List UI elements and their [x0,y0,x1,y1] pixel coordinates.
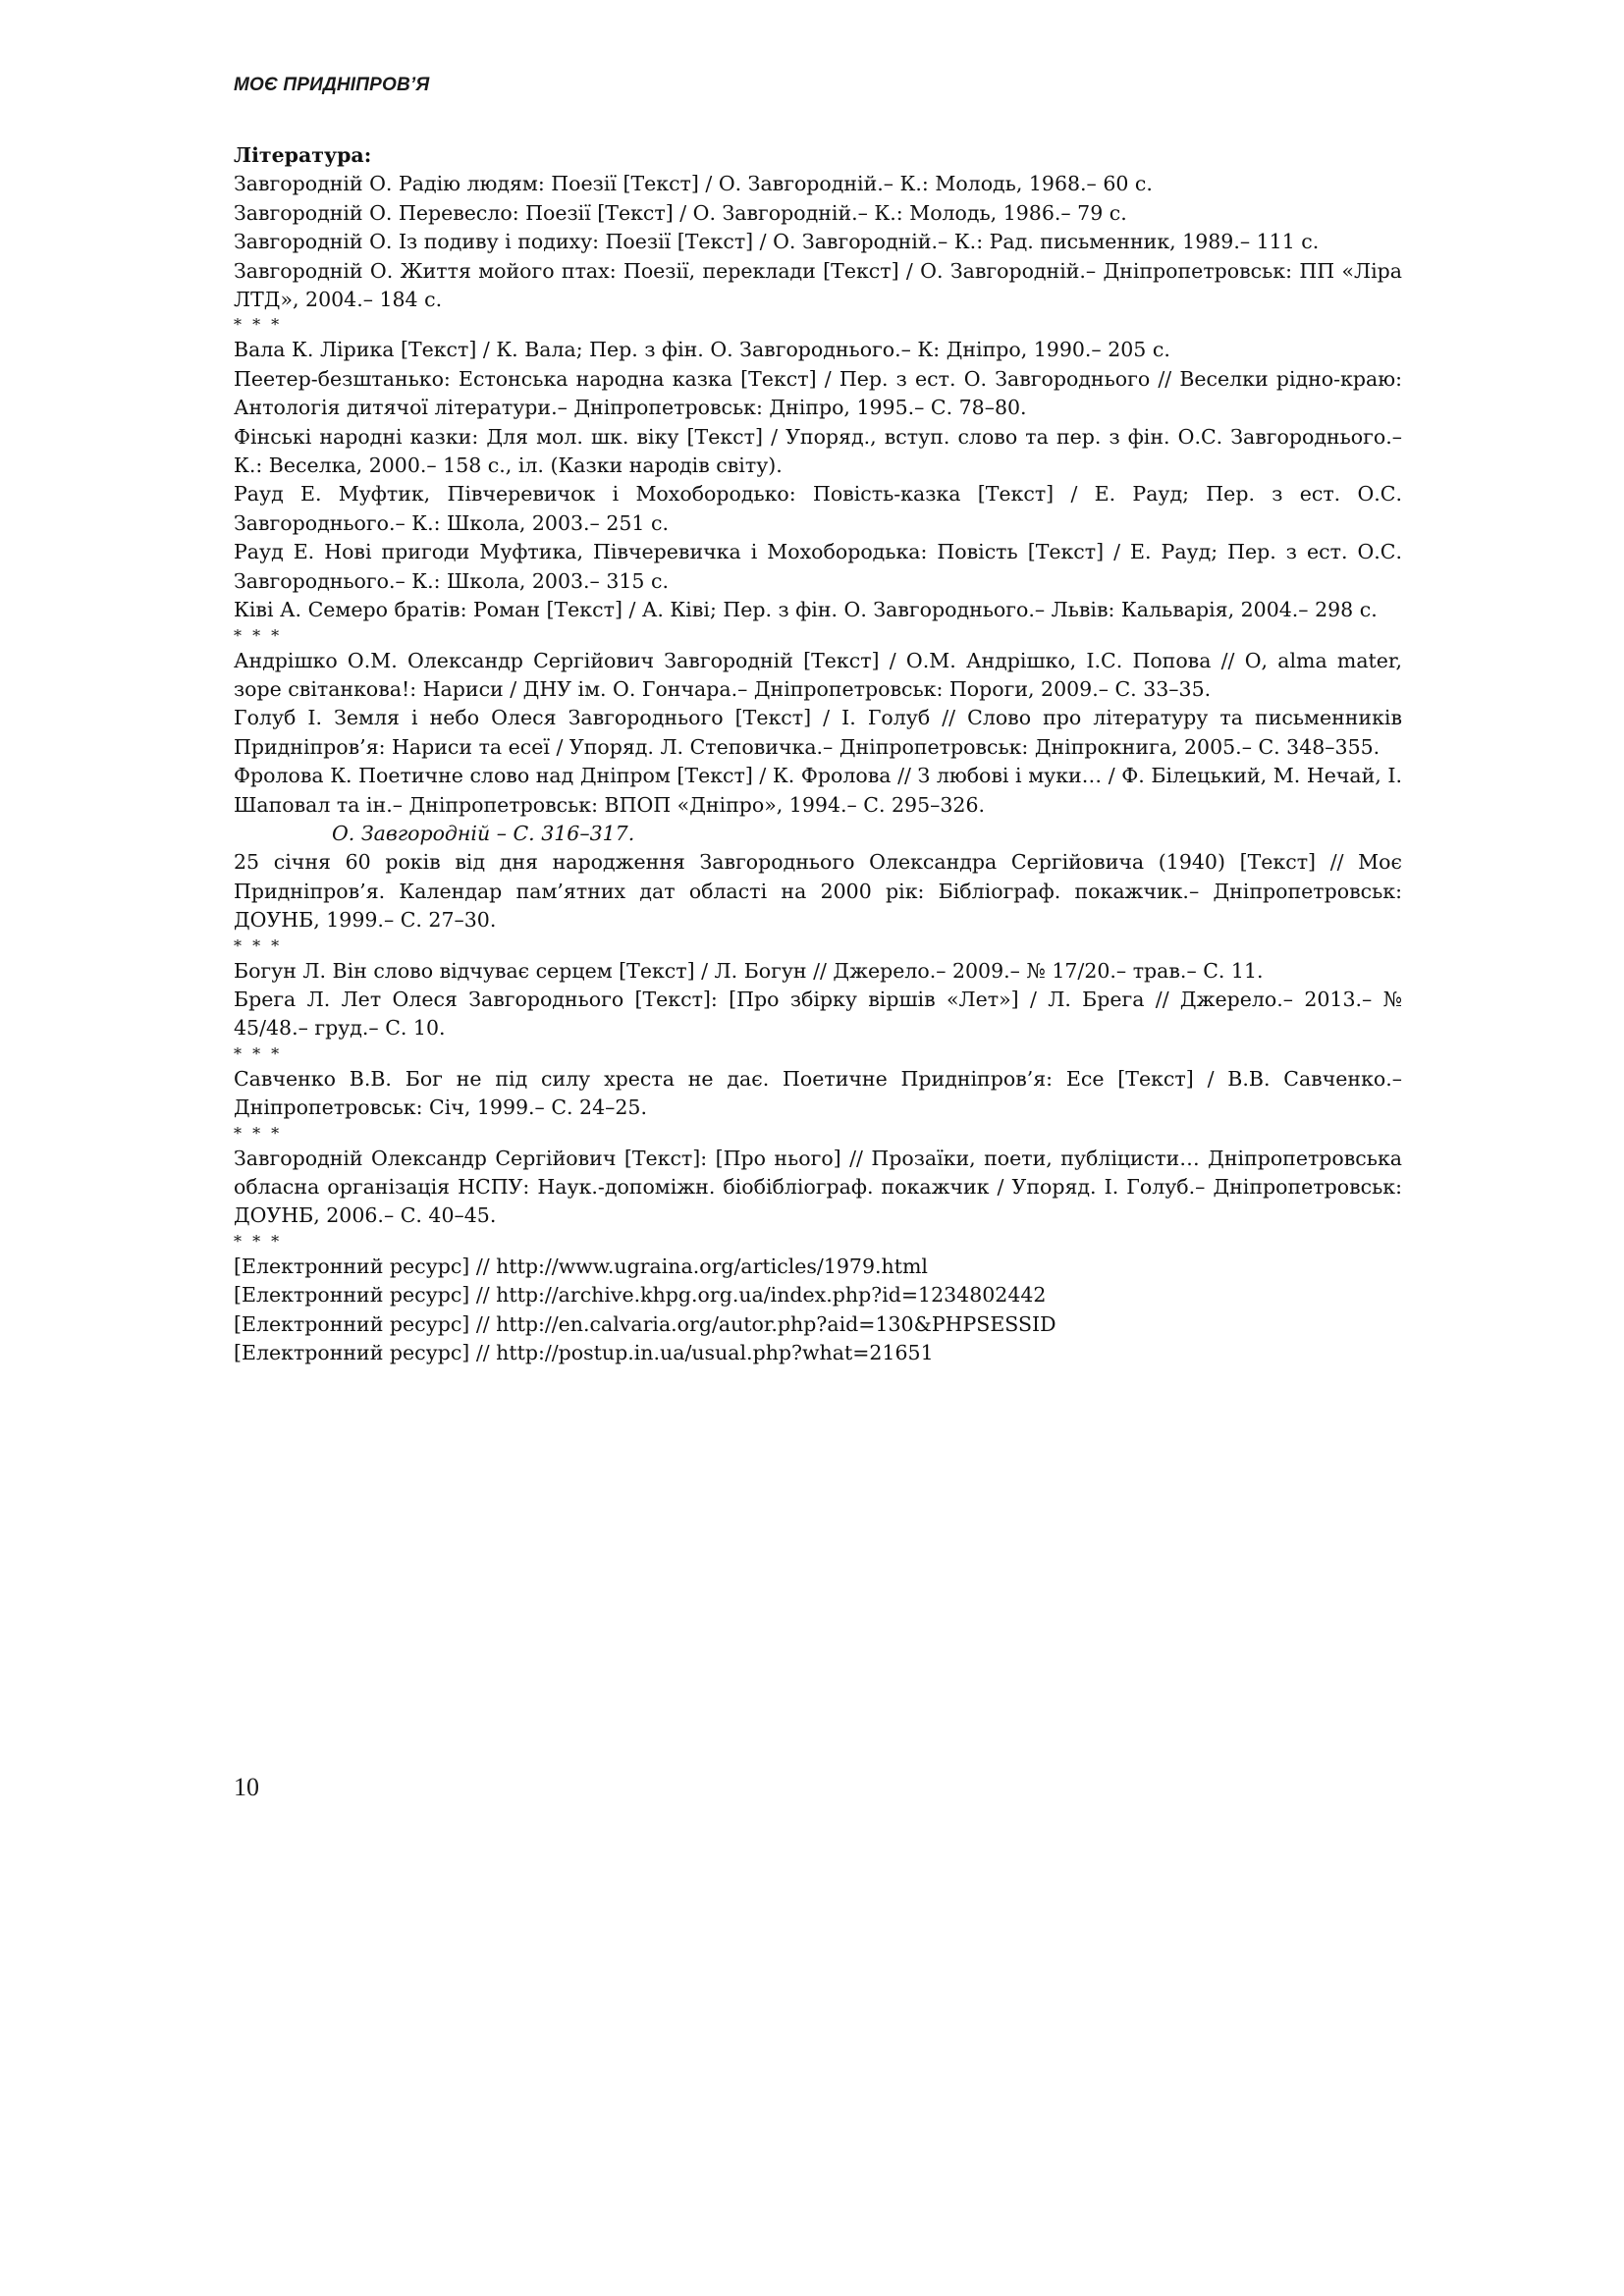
list-item: Богун Л. Він слово відчуває серцем [Текст] / Л. Богун // Джерело.– 2009.– № 17/20.– трав.– С. 11. [234,958,1264,983]
separator: * * * [234,1043,283,1063]
list-item: Андрішко О.М. Олександр Сергійович Завгородній [Текст] / О.М. Андрішко, І.С. Попова // О, alma mater, зоре світанкова!: Нариси / ДНУ ім. О. Гончара.– Дніпропетровськ: Пороги, 2009.– С. 33–35. [234,648,1402,701]
page-reference-note: О. Завгородній – С. 316–317. [332,821,635,845]
list-item: Рауд Е. Нові пригоди Муфтика, Півчеревичка і Мохобородька: Повість [Текст] / Е. Рауд; Пер. з ест. О.С. Завгороднього.– К.: Школа, 2003.– 315 с. [234,540,1402,593]
separator: * * * [234,1231,283,1251]
list-item: 25 січня 60 років від дня народження Завгороднього Олександра Сергійовича (1940) [Текст] // Моє Придніпров’я. Календар пам’ятних дат області на 2000 рік: Бібліограф. покажчик.– Дніпропетровськ: ДОУНБ, 1999.– С. 27–30. [234,850,1402,933]
literature-section [234,141,1402,1367]
separator: * * * [234,315,283,335]
list-item: Голуб І. Земля і небо Олеся Завгороднього [Текст] / І. Голуб // Слово про літературу та письменників Придніпров’я: Нариси та есеї / Упоряд. Л. Степовичка.– Дніпропетровськ: Дніпрокнига, 2005.– С. 348–355. [234,706,1402,759]
separator: * * * [234,625,283,645]
list-item: Вала К. Лірика [Текст] / К. Вала; Пер. з фін. О. Завгороднього.– К: Дніпро, 1990.– 205 с. [234,338,1170,362]
electronic-resource-link[interactable]: [Електронний ресурс] // http://archive.khpg.org.ua/index.php?id=1234802442 [234,1283,1047,1308]
list-item: Ківі А. Семеро братів: Роман [Текст] / А. Ківі; Пер. з фін. О. Завгороднього.– Львів: Кальварія, 2004.– 298 с. [234,598,1378,622]
electronic-resource-link[interactable]: [Електронний ресурс] // http://www.ugraina.org/articles/1979.html [234,1254,928,1278]
list-item: Завгородній О. Життя мойого птах: Поезії, переклади [Текст] / О. Завгородній.– Дніпропетровськ: ПП «Ліра ЛТД», 2004.– 184 с. [234,258,1402,312]
list-item: Рауд Е. Муфтик, Півчеревичок і Мохобородько: Повість-казка [Текст] / Е. Рауд; Пер. з ест. О.С. Завгороднього.– К.: Школа, 2003.– 251 с. [234,482,1402,535]
list-item: Завгородній О. Із подиву і подиху: Поезії [Текст] / О. Завгородній.– К.: Рад. письменник, 1989.– 111 с. [234,230,1320,254]
section-title: Література: [234,143,372,167]
page-number: 10 [234,1773,259,1801]
electronic-resource-link[interactable]: [Електронний ресурс] // http://en.calvaria.org/autor.php?aid=130&PHPSESSID [234,1311,1056,1336]
list-item: Фролова К. Поетичне слово над Дніпром [Текст] / К. Фролова // З любові і муки… / Ф. Білецький, М. Нечай, І. Шаповал та ін.– Дніпропетровськ: ВПОП «Дніпро», 1994.– С. 295–326. [234,764,1402,817]
separator: * * * [234,935,283,955]
list-item: Завгородній О. Перевесло: Поезії [Текст] / О. Завгородній.– К.: Молодь, 1986.– 79 с. [234,200,1127,225]
list-item: Пеетер-безштанько: Естонська народна казка [Текст] / Пер. з ест. О. Завгороднього // Веселки рідно-краю: Антологія дитячої літератури.– Дніпропетровськ: Дніпро, 1995.– С. 78–80. [234,366,1402,420]
separator: * * * [234,1123,283,1143]
running-header: МОЄ ПРИДНІПРОВ’Я [234,75,430,95]
list-item: Завгородній О. Радію людям: Поезії [Текст] / О. Завгородній.– К.: Молодь, 1968.– 60 с. [234,172,1153,196]
list-item: Савченко В.В. Бог не під силу хреста не дає. Поетичне Придніпров’я: Есе [Текст] / В.В. Савченко.– Дніпропетровськ: Січ, 1999.– С. 24–25. [234,1066,1402,1120]
list-item: Брега Л. Лет Олеся Завгороднього [Текст]: [Про збірку віршів «Лет»] / Л. Брега // Джерело.– 2013.– № 45/48.– груд.– С. 10. [234,987,1402,1041]
electronic-resource-link[interactable]: [Електронний ресурс] // http://postup.in.ua/usual.php?what=21651 [234,1341,934,1365]
list-item: Фінські народні казки: Для мол. шк. віку [Текст] / Упоряд., вступ. слово та пер. з фін. О.С. Завгороднього.– К.: Веселка, 2000.– 158 с., іл. (Казки народів світу). [234,424,1402,478]
list-item: Завгородній Олександр Сергійович [Текст]: [Про нього] // Прозаїки, поети, публіцисти… Дніпропетровська обласна організація НСПУ: Наук.-допоміжн. біобібліограф. покажчик / Упоряд. І. Голуб.– Дніпропетровськ: ДОУНБ, 2006.– С. 40–45. [234,1146,1402,1228]
